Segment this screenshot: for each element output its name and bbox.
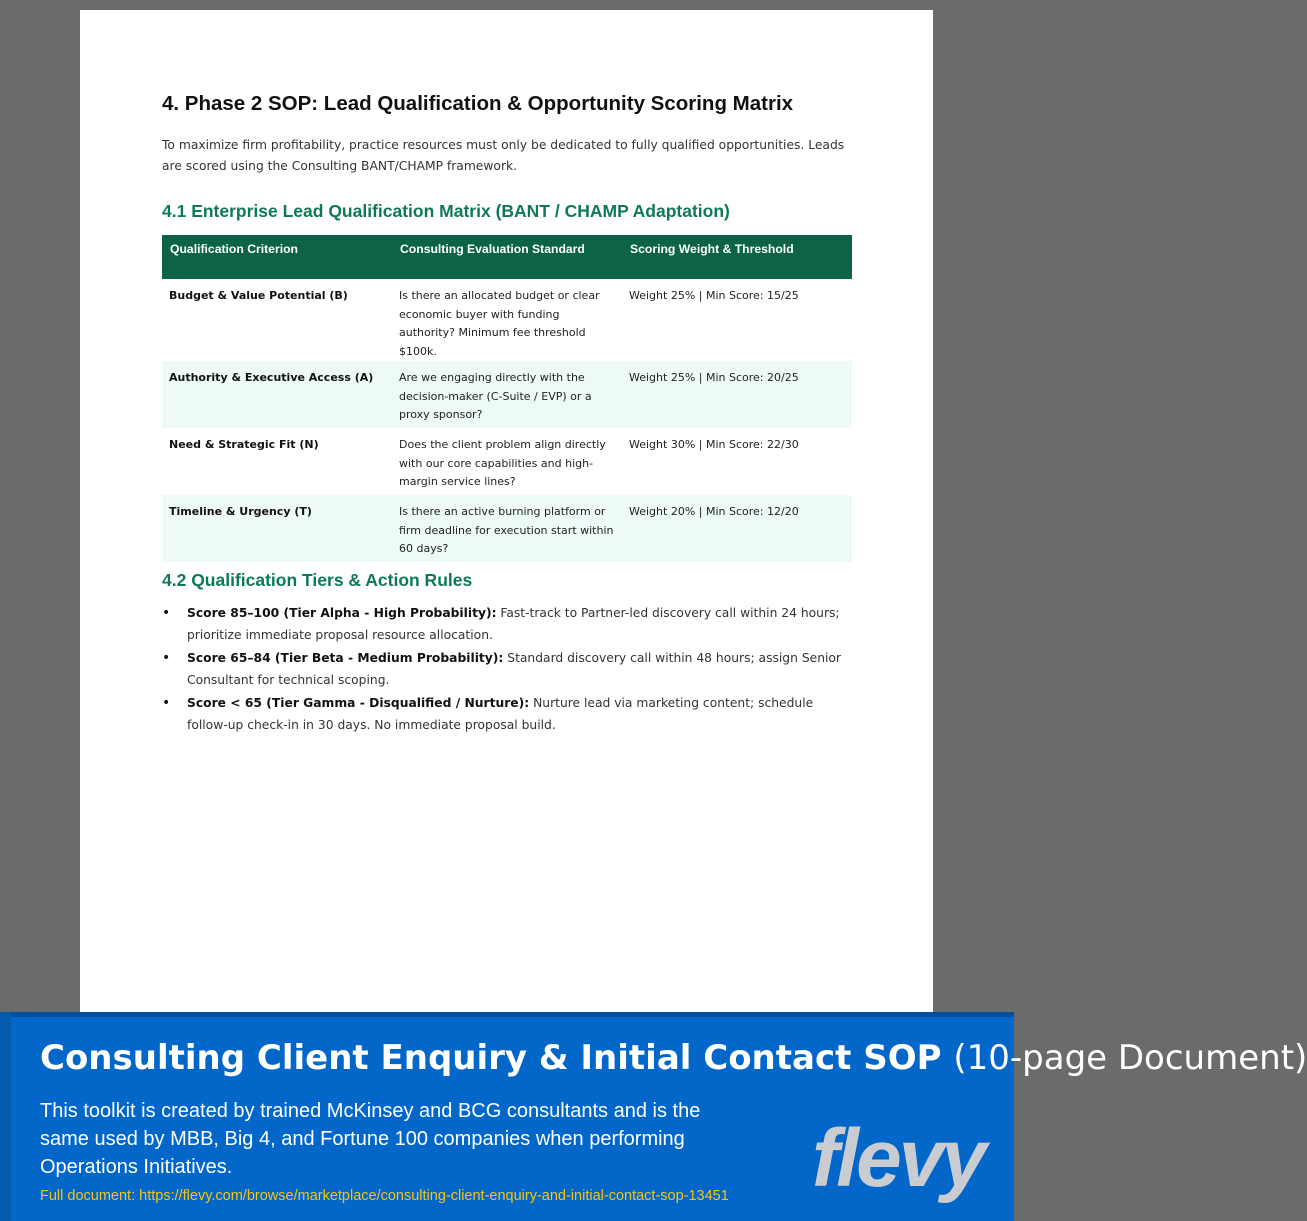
full-document-link[interactable]: Full document: https://flevy.com/browse/marketplace/consulting-client-enquiry-and-initial-contact-sop-13451 — [40, 1188, 729, 1204]
banner-side-edge — [0, 1012, 11, 1221]
section-heading-tiers: 4.2 Qualification Tiers & Action Rules — [162, 570, 473, 590]
standard-cell: Are we engaging directly with the decision-maker (C-Suite / EVP) or a proxy sponsor? — [392, 361, 622, 428]
criterion-cell: Authority & Executive Access (A) — [162, 361, 392, 428]
column-header-weight: Scoring Weight & Threshold — [622, 235, 852, 279]
table-row — [162, 279, 852, 361]
bullet-icon: • — [162, 605, 171, 621]
tier-label: Score 85–100 (Tier Alpha - High Probability): — [187, 606, 497, 620]
promo-banner — [0, 1012, 1307, 1221]
column-header-standard: Consulting Evaluation Standard — [392, 235, 622, 279]
tier-list — [162, 603, 854, 738]
banner-top-edge — [0, 1012, 1014, 1017]
flevy-logo — [808, 1110, 998, 1206]
table-header-row — [162, 235, 852, 279]
tier-text: Fast-track to Partner-led discovery call within 24 hours; prioritize immediate proposal resource allocation. — [187, 606, 840, 642]
flevy-logo-text: flevy — [812, 1113, 984, 1204]
criterion-cell: Timeline & Urgency (T) — [162, 495, 392, 562]
weight-cell: Weight 25% | Min Score: 20/25 — [622, 361, 852, 428]
list-item — [162, 648, 854, 691]
document-title: 4. Phase 2 SOP: Lead Qualification & Opportunity Scoring Matrix — [162, 92, 794, 115]
banner-title-main: Consulting Client Enquiry & Initial Contact SOP — [40, 1038, 942, 1078]
table-row — [162, 428, 852, 495]
section-heading-matrix: 4.1 Enterprise Lead Qualification Matrix (BANT / CHAMP Adaptation) — [162, 201, 730, 221]
bullet-icon: • — [162, 650, 171, 666]
standard-cell: Is there an active burning platform or firm deadline for execution start within 60 days? — [392, 495, 622, 562]
table-row — [162, 361, 852, 428]
weight-cell: Weight 30% | Min Score: 22/30 — [629, 438, 799, 451]
document-page — [80, 10, 933, 1013]
standard-cell: Is there an allocated budget or clear economic buyer with funding authority? Minimum fee threshold $100k. — [399, 289, 600, 358]
banner-title — [40, 1038, 1307, 1078]
criterion-cell: Budget & Value Potential (B) — [169, 289, 348, 302]
standard-cell: Does the client problem align directly with our core capabilities and high-margin service lines? — [399, 438, 606, 488]
tier-text: Nurture lead via marketing content; schedule follow-up check-in in 30 days. No immediate proposal build. — [187, 696, 814, 732]
criterion-cell: Need & Strategic Fit (N) — [169, 438, 319, 451]
banner-description: This toolkit is created by trained McKinsey and BCG consultants and is the same used by MBB, Big 4, and Fortune 100 companies when performing Operations Initiatives. — [40, 1100, 701, 1178]
weight-cell: Weight 25% | Min Score: 15/25 — [629, 289, 799, 302]
table-row — [162, 495, 852, 562]
intro-paragraph: To maximize firm profitability, practice resources must only be dedicated to fully qualified opportunities. Leads are scored using the Consulting BANT/CHAMP framework. — [162, 138, 845, 173]
column-header-criterion: Qualification Criterion — [162, 235, 392, 279]
tier-label: Score < 65 (Tier Gamma - Disqualified / Nurture): — [187, 696, 530, 710]
list-item — [162, 693, 854, 736]
list-item — [162, 603, 854, 646]
weight-cell: Weight 20% | Min Score: 12/20 — [622, 495, 852, 562]
qualification-matrix-table — [162, 235, 852, 562]
bullet-icon: • — [162, 695, 171, 711]
tier-label: Score 65–84 (Tier Beta - Medium Probability): — [187, 651, 504, 665]
tier-text: Standard discovery call within 48 hours; assign Senior Consultant for technical scoping. — [187, 651, 841, 687]
banner-title-suffix: (10-page Document) — [953, 1038, 1307, 1078]
